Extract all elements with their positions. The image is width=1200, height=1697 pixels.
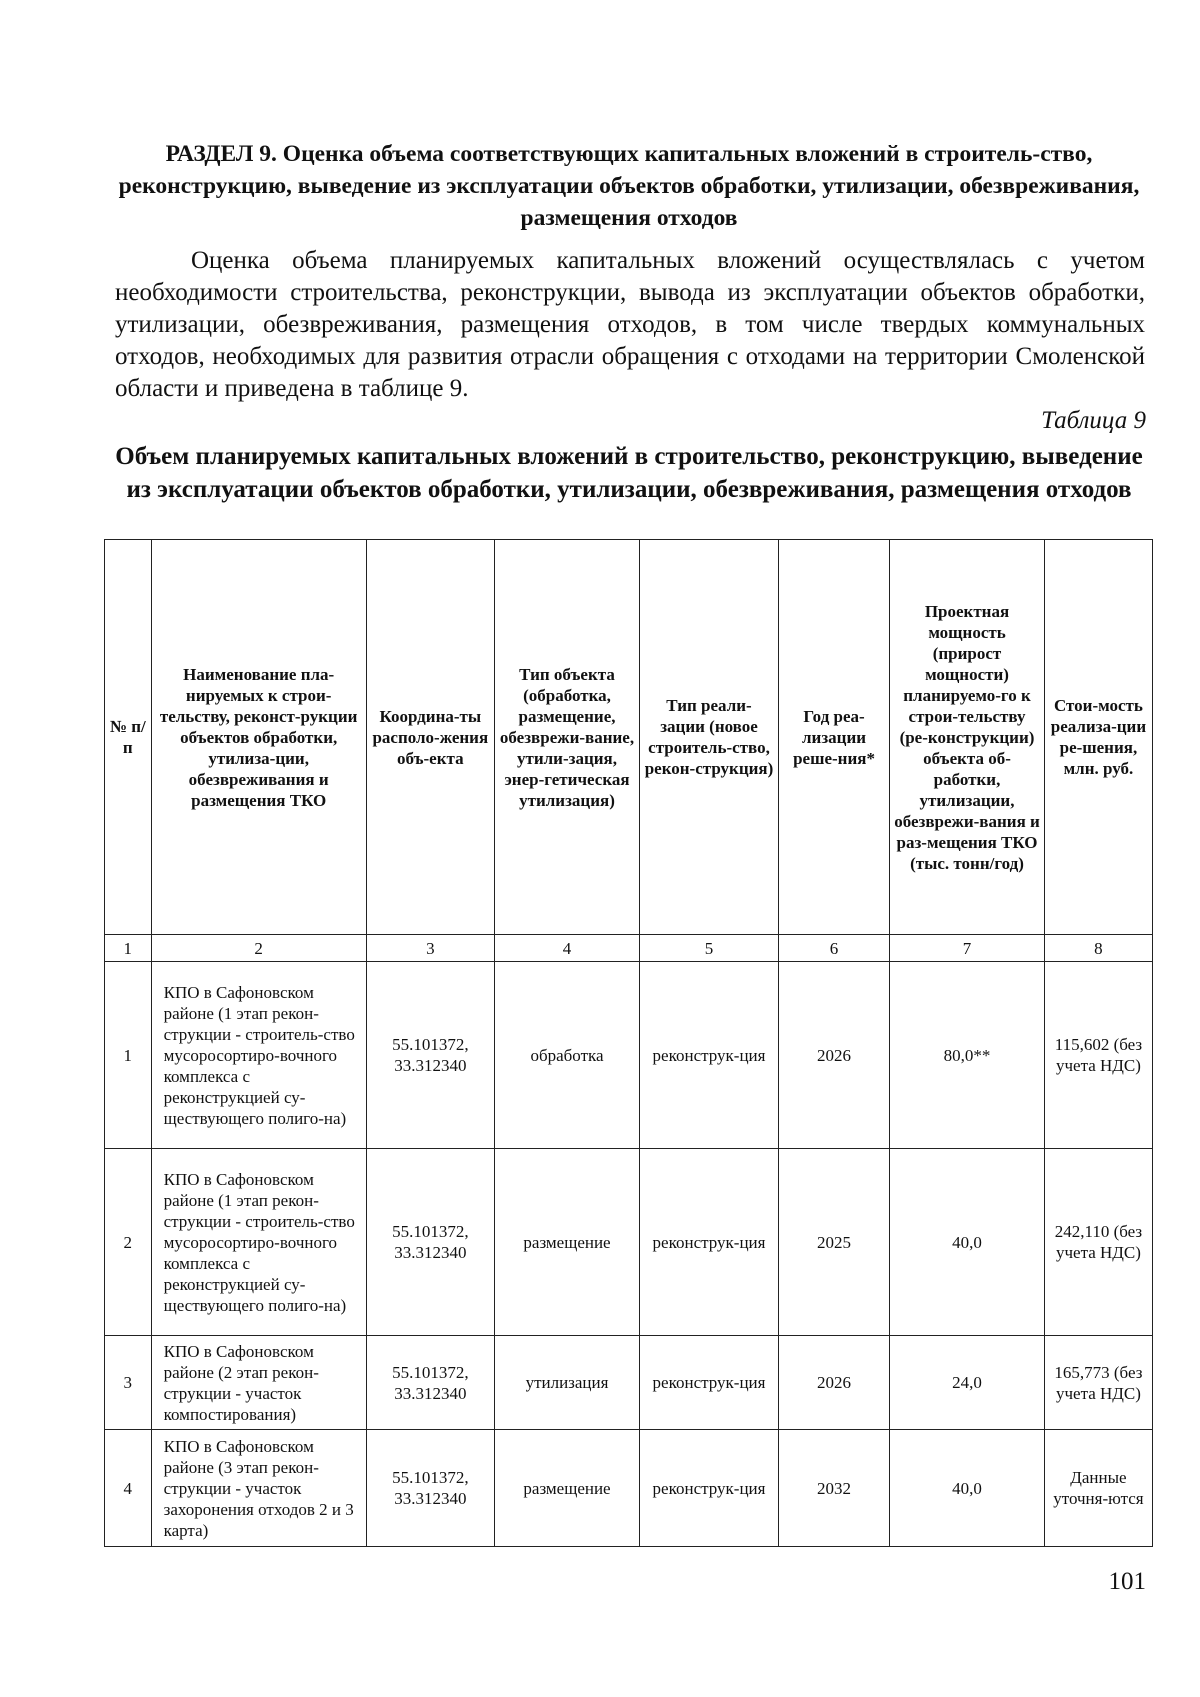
header-year: Год реа-лизации реше-ния*	[778, 540, 889, 935]
year: 2032	[778, 1430, 889, 1547]
implementation-type: реконструк-ция	[640, 1336, 779, 1430]
object-name: КПО в Сафоновском районе (1 этап рекон-струкции - строитель-ство мусоросортиро-вочного комплекса с реконструкцией су-ществующего полиго-на)	[151, 962, 366, 1149]
row-number: 2	[105, 1149, 152, 1336]
row-number: 1	[105, 962, 152, 1149]
coordinates: 55.101372, 33.312340	[366, 1336, 494, 1430]
implementation-type: реконструк-ция	[640, 1430, 779, 1547]
cost: 115,602 (без учета НДС)	[1044, 962, 1152, 1149]
table-row	[105, 1430, 1153, 1547]
capacity: 40,0	[890, 1430, 1045, 1547]
column-number: 6	[778, 935, 889, 962]
object-name: КПО в Сафоновском районе (3 этап рекон-струкции - участок захоронения отходов 2 и 3 карта)	[151, 1430, 366, 1547]
column-number: 1	[105, 935, 152, 962]
object-type: размещение	[494, 1430, 639, 1547]
intro-paragraph: Оценка объема планируемых капитальных вложений осуществлялась с учетом необходимости строительства, реконструкции, вывода из эксплуатации объектов обработки, утилизации, обезвреживания, размещения отходов, в том числе твердых коммунальных отходов, необходимых для развития отрасли обращения с отходами на территории Смоленской области и приведена в таблице 9.	[115, 247, 1145, 402]
column-number: 8	[1044, 935, 1152, 962]
year: 2025	[778, 1149, 889, 1336]
object-type: размещение	[494, 1149, 639, 1336]
column-number: 2	[151, 935, 366, 962]
capacity: 24,0	[890, 1336, 1045, 1430]
coordinates: 55.101372, 33.312340	[366, 1149, 494, 1336]
row-number: 4	[105, 1430, 152, 1547]
object-name: КПО в Сафоновском районе (1 этап рекон-струкции - строитель-ство мусоросортиро-вочного комплекса с реконструкцией су-ществующего полиго-на)	[151, 1149, 366, 1336]
capacity: 40,0	[890, 1149, 1045, 1336]
year: 2026	[778, 1336, 889, 1430]
cost: 242,110 (без учета НДС)	[1044, 1149, 1152, 1336]
table-row	[105, 1336, 1153, 1430]
coordinates: 55.101372, 33.312340	[366, 1430, 494, 1547]
column-number-row	[105, 935, 1153, 962]
row-number: 3	[105, 1336, 152, 1430]
table-header-row	[105, 540, 1153, 935]
header-object-name: Наименование пла-нируемых к строи-тельству, реконст-рукции объектов обработки, утилиза-ции, обезвреживания и размещения ТКО	[151, 540, 366, 935]
object-name: КПО в Сафоновском районе (2 этап рекон-струкции - участок компостирования)	[151, 1336, 366, 1430]
capital-investment-table	[104, 539, 1153, 1547]
column-number: 3	[366, 935, 494, 962]
year: 2026	[778, 962, 889, 1149]
object-type: обработка	[494, 962, 639, 1149]
coordinates: 55.101372, 33.312340	[366, 962, 494, 1149]
section-title: РАЗДЕЛ 9. Оценка объема соответствующих капитальных вложений в строитель-ство, реконструкцию, выведение из эксплуатации объектов обработки, утилизации, обезвреживания, размещения отходов	[118, 141, 1140, 231]
column-number: 5	[640, 935, 779, 962]
table-row	[105, 962, 1153, 1149]
implementation-type: реконструк-ция	[640, 962, 779, 1149]
header-number: № п/п	[105, 540, 152, 935]
capacity: 80,0**	[890, 962, 1045, 1149]
header-capacity: Проектная мощность (прирост мощности) планируемо-го к строи-тельству (ре-конструкции) объекта об-работки, утилизации, обезврежи-вания и раз-мещения ТКО (тыс. тонн/год)	[890, 540, 1045, 935]
header-coordinates: Координа-ты располо-жения объ-екта	[366, 540, 494, 935]
column-number: 7	[890, 935, 1045, 962]
header-implementation-type: Тип реали-зации (новое строитель-ство, рекон-струкция)	[640, 540, 779, 935]
table-label: Таблица 9	[1041, 407, 1146, 434]
table-row	[105, 1149, 1153, 1336]
header-cost: Стои-мость реализа-ции ре-шения, млн. руб.	[1044, 540, 1152, 935]
object-type: утилизация	[494, 1336, 639, 1430]
column-number: 4	[494, 935, 639, 962]
cost: Данные уточня-ются	[1044, 1430, 1152, 1547]
page-number: 101	[1108, 1568, 1146, 1595]
cost: 165,773 (без учета НДС)	[1044, 1336, 1152, 1430]
table-title: Объем планируемых капитальных вложений в строительство, реконструкцию, выведение из эксплуатации объектов обработки, утилизации, обезвреживания, размещения отходов	[115, 443, 1143, 503]
header-object-type: Тип объекта (обработка, размещение, обезврежи-вание, утили-зация, энер-гетическая утилизация)	[494, 540, 639, 935]
implementation-type: реконструк-ция	[640, 1149, 779, 1336]
